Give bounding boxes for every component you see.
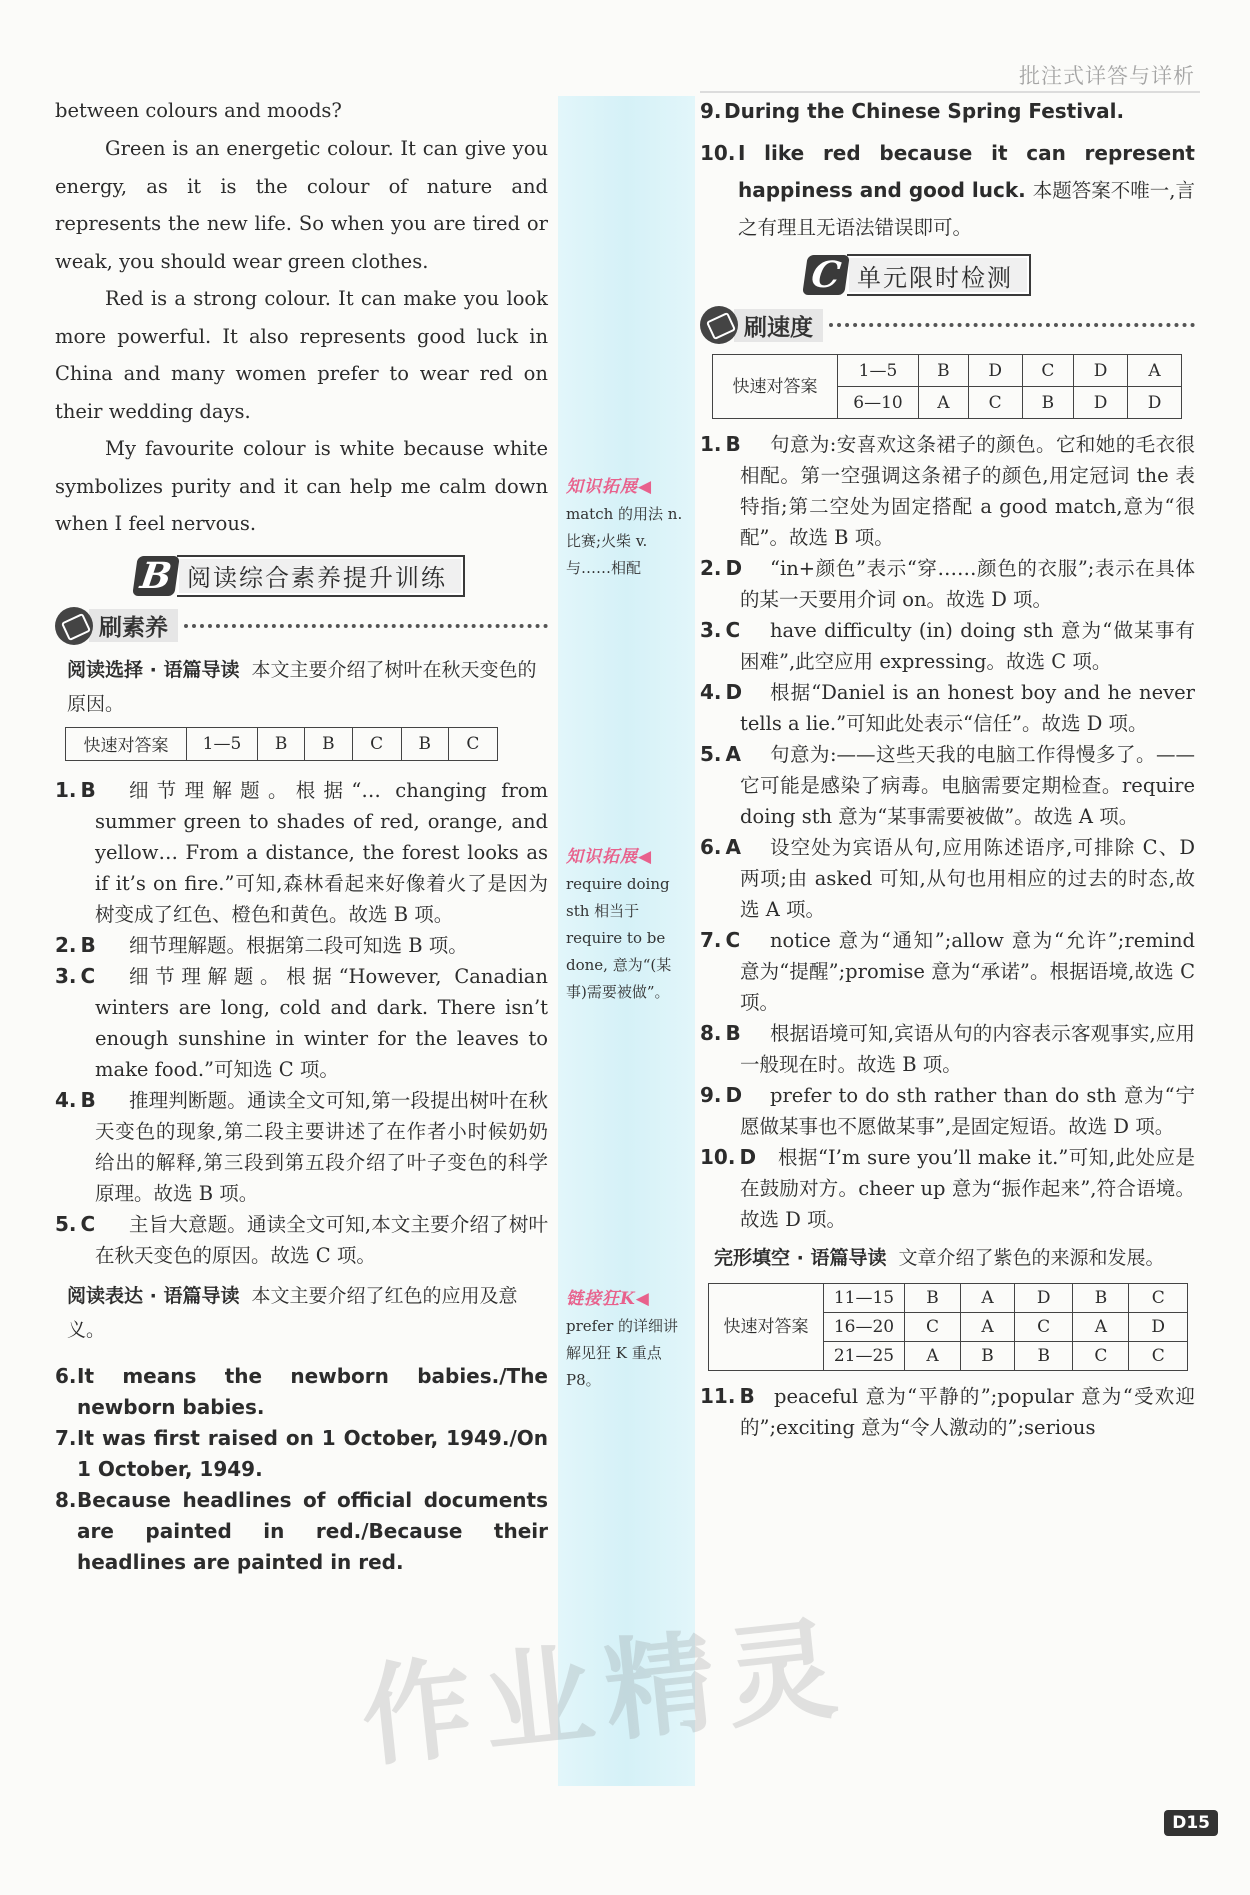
answer-number: 2. <box>700 556 722 580</box>
answer-item <box>700 739 1195 832</box>
side-note <box>566 1286 690 1394</box>
answer-text: notice 意为“通知”;allow 意为“允许”;remind 意为“提醒”;promise 意为“承诺”。根据语境,故选 C 项。 <box>740 929 1195 1014</box>
note-title: 链接狂K◀ <box>566 1289 650 1309</box>
answer-item <box>700 553 1195 615</box>
note-text: prefer 的详细讲解见狂 K 重点 P8。 <box>566 1317 679 1389</box>
answer-text: 句意为:——这些天我的电脑工作得慢多了。——它可能是感染了病毒。电脑需要定期检查。require doing sth 意为“某事需要被做”。故选 A 项。 <box>740 743 1195 828</box>
answer-letter: C <box>725 618 741 642</box>
table-cell: A <box>905 1342 961 1371</box>
table-cell: D <box>1014 1284 1073 1313</box>
section-b-banner <box>135 555 548 597</box>
answer-letter: D <box>725 556 743 580</box>
answer-item <box>700 1080 1195 1142</box>
answer-item <box>55 961 548 1085</box>
answer-text: prefer to do sth rather than do sth 意为“宁愿做某事也不愿做某事”,是固定短语。故选 D 项。 <box>740 1084 1195 1138</box>
answer-number: 1. <box>700 432 722 456</box>
answer-letter: D <box>725 1083 743 1107</box>
answer-number: 4. <box>700 680 722 704</box>
header-divider <box>700 91 1200 93</box>
answer-text: 根据“Daniel is an honest boy and he never tells a lie.”可知此处表示“信任”。故选 D 项。 <box>740 681 1195 735</box>
section-c-banner <box>805 254 1195 296</box>
answer-number: 2. <box>55 932 77 957</box>
answer-letter: C <box>80 1211 96 1236</box>
side-note <box>566 474 690 582</box>
note-text: match 的用法 n. 比赛;火柴 v. 与……相配 <box>566 505 683 577</box>
answer-item <box>700 1381 1195 1443</box>
brush-icon <box>55 607 93 645</box>
table-cell: C <box>1073 1342 1129 1371</box>
shua-label: 刷速度 <box>734 309 823 342</box>
answer-number: 11. <box>700 1384 736 1408</box>
watermark: 作业精灵 <box>355 1603 855 1783</box>
table-cell: C <box>1022 355 1074 387</box>
table-cell: B <box>905 1284 961 1313</box>
table-cell: B <box>1014 1342 1073 1371</box>
section-letter: B <box>132 556 180 596</box>
answer-letter: B <box>725 1021 741 1045</box>
table-cell: B <box>305 727 352 760</box>
answer-number: 3. <box>700 618 722 642</box>
answer-item <box>700 925 1195 1018</box>
answer-number: 5. <box>700 742 722 766</box>
reading-expr-heading <box>55 1279 548 1347</box>
answer-letter: B <box>725 432 741 456</box>
passage-paragraph: Red is a strong colour. It can make you look more powerful. It also represents good luck in China and many women prefer to wear red on their wedding days. <box>55 287 548 423</box>
answer-letter: B <box>80 777 96 802</box>
answer-text: “in+颜色”表示“穿……颜色的衣服”;表示在具体的某一天要用介词 on。故选 D 项。 <box>740 557 1195 611</box>
table-label: 快速对答案 <box>713 355 838 419</box>
table-range: 6—10 <box>838 387 919 419</box>
reading-guide: 本文主要介绍了红色的应用及意义。 <box>67 1284 518 1341</box>
answer-text: peaceful 意为“平静的”;popular 意为“受欢迎的”;exciting 意为“令人激动的”;serious <box>740 1385 1195 1439</box>
answer-text: 细节理解题。根据“… changing from summer green to shades of red, orange, and yellow… From a distance, the forest looks as if it’s on fire.”可知,森林看起来好像着火了是因为树变成了红色、橙色和黄色。故选 B 项。 <box>95 778 548 926</box>
answer-text: 细节理解题。根据“However, Canadian winters are long, cold and dark. There isn’t enough sunshine in winter for the leaves to make food.”可知选 C 项。 <box>95 964 548 1081</box>
answer-item <box>700 1018 1195 1080</box>
answer-item <box>700 1142 1195 1235</box>
answer-text: 设空处为宾语从句,应用陈述语序,可排除 C、D 两项;由 asked 可知,从句也用相应的过去的时态,故选 A 项。 <box>740 836 1195 921</box>
shua-header <box>700 306 1195 344</box>
table-cell: D <box>1128 387 1182 419</box>
answer-number: 7. <box>55 1425 77 1450</box>
answer-number: 4. <box>55 1087 77 1112</box>
quick-answer-table <box>65 727 498 761</box>
table-cell: B <box>1022 387 1074 419</box>
table-cell: A <box>961 1313 1015 1342</box>
note-title: 知识拓展◀ <box>566 847 653 867</box>
table-range: 16—20 <box>824 1313 905 1342</box>
answer-number: 7. <box>700 928 722 952</box>
answer-item <box>55 1085 548 1209</box>
answer-note: 本题答案不唯一,言之有理且无语法错误即可。 <box>738 179 1196 239</box>
table-cell: A <box>1128 355 1182 387</box>
answer-item <box>55 1361 548 1423</box>
answer-letter: A <box>725 835 741 859</box>
answer-item <box>700 96 1195 127</box>
table-label: 快速对答案 <box>66 727 187 760</box>
answer-number: 1. <box>55 777 77 802</box>
table-cell: B <box>919 355 969 387</box>
answer-text: Because headlines of official documents are painted in red./Because their headlines are painted in red. <box>77 1487 548 1574</box>
answer-letter: C <box>725 928 741 952</box>
answer-item <box>700 832 1195 925</box>
note-title: 知识拓展◀ <box>566 477 653 497</box>
table-cell: C <box>1129 1284 1188 1313</box>
expression-answers <box>55 1361 548 1578</box>
answer-item <box>55 1423 548 1485</box>
answer-letter: D <box>725 680 743 704</box>
answer-number: 6. <box>55 1363 77 1388</box>
reading-guide: 本文主要介绍了树叶在秋天变色的原因。 <box>67 658 537 715</box>
answer-item <box>55 930 548 961</box>
answer-letter: B <box>80 1087 96 1112</box>
table-row <box>713 355 1182 387</box>
dotted-rule <box>829 323 1195 327</box>
answer-item <box>55 1209 548 1271</box>
answer-letter: D <box>739 1145 757 1169</box>
answer-item <box>55 1485 548 1578</box>
table-label: 快速对答案 <box>709 1284 824 1371</box>
cloze-answer-table <box>708 1283 1188 1371</box>
reading-choice-heading <box>55 653 548 721</box>
answer-text: During the Chinese Spring Festival. <box>724 99 1125 123</box>
table-range: 21—25 <box>824 1342 905 1371</box>
cloze-heading <box>700 1241 1195 1275</box>
answer-item <box>700 429 1195 553</box>
page-header: 批注式详答与详析 <box>1019 64 1195 88</box>
table-cell: C <box>1129 1342 1188 1371</box>
shua-header <box>55 607 548 645</box>
table-row <box>66 727 498 760</box>
dotted-rule <box>184 624 548 628</box>
passage-paragraph: Green is an energetic colour. It can give you energy, as it is the colour of nature and represents the new life. So when you are tired or weak, you should wear green clothes. <box>55 137 548 273</box>
brush-icon <box>700 306 738 344</box>
answer-item <box>55 775 548 930</box>
answer-text: It means the newborn babies./The newborn babies. <box>77 1363 548 1419</box>
quick-answer-table <box>712 354 1182 419</box>
answer-text: I like red because it can represent happiness and good luck. <box>738 141 1195 202</box>
table-range: 1—5 <box>838 355 919 387</box>
table-cell: D <box>968 355 1022 387</box>
table-cell: B <box>961 1342 1015 1371</box>
reading-type: 阅读选择 · 语篇导读 <box>67 658 240 681</box>
answer-item <box>700 677 1195 739</box>
reading-type: 阅读表达 · 语篇导读 <box>67 1284 240 1307</box>
table-cell: C <box>905 1313 961 1342</box>
table-range: 1—5 <box>187 727 258 760</box>
table-cell: B <box>258 727 305 760</box>
answer-text: 根据“I’m sure you’ll make it.”可知,此处应是在鼓励对方。cheer up 意为“振作起来”,符合语境。故选 D 项。 <box>740 1146 1195 1231</box>
table-range: 11—15 <box>824 1284 905 1313</box>
answer-number: 10. <box>700 1145 736 1169</box>
answer-number: 8. <box>55 1487 77 1512</box>
passage-paragraph: between colours and moods? <box>55 99 342 122</box>
table-row <box>709 1284 1188 1313</box>
answer-item <box>700 615 1195 677</box>
answer-number: 5. <box>55 1211 77 1236</box>
section-title: 单元限时检测 <box>847 254 1031 296</box>
table-cell: C <box>968 387 1022 419</box>
answer-number: 9. <box>700 1083 722 1107</box>
section-title: 阅读综合素养提升训练 <box>177 555 465 597</box>
side-notes-column <box>558 96 695 1786</box>
table-cell: D <box>1074 387 1128 419</box>
answer-number: 6. <box>700 835 722 859</box>
answer-letter: A <box>725 742 741 766</box>
table-cell: C <box>1014 1313 1073 1342</box>
table-cell: D <box>1074 355 1128 387</box>
passage-paragraph: My favourite colour is white because white symbolizes purity and it can help me calm down when I feel nervous. <box>55 437 548 535</box>
table-cell: C <box>448 727 497 760</box>
section-letter: C <box>802 255 850 295</box>
answer-number: 9. <box>700 99 722 123</box>
left-column <box>55 96 548 1578</box>
table-cell: A <box>919 387 969 419</box>
answer-text: 根据语境可知,宾语从句的内容表示客观事实,应用一般现在时。故选 B 项。 <box>740 1022 1195 1076</box>
table-cell: C <box>352 727 401 760</box>
side-note <box>566 844 690 1006</box>
table-cell: A <box>1073 1313 1129 1342</box>
right-column <box>700 96 1195 1443</box>
answer-number: 10. <box>700 141 736 165</box>
table-cell: B <box>401 727 448 760</box>
answer-number: 8. <box>700 1021 722 1045</box>
answer-text: 主旨大意题。通读全文可知,本文主要介绍了树叶在秋天变色的原因。故选 C 项。 <box>95 1212 548 1267</box>
answer-text: 细节理解题。根据第二段可知选 B 项。 <box>129 933 468 957</box>
answer-text: It was first raised on 1 October, 1949./On 1 October, 1949. <box>77 1425 548 1481</box>
table-cell: A <box>961 1284 1015 1313</box>
table-cell: D <box>1129 1313 1188 1342</box>
note-text: require doing sth 相当于 require to be done, 意为“(某事)需要被做”。 <box>566 875 672 1001</box>
answer-text: 推理判断题。通读全文可知,第一段提出树叶在秋天变色的现象,第二段主要讲述了在作者小时候奶奶给出的解释,第三段到第五段介绍了叶子变色的科学原理。故选 B 项。 <box>95 1088 548 1205</box>
answer-number: 3. <box>55 963 77 988</box>
answer-text: 句意为:安喜欢这条裙子的颜色。它和她的毛衣很相配。第一空强调这条裙子的颜色,用定冠词 the 表特指;第二空处为固定搭配 a good match,意为“很配”。故选 B 项。 <box>740 433 1195 549</box>
answer-item <box>700 135 1195 246</box>
page-number: D15 <box>1164 1810 1218 1836</box>
answer-letter: C <box>80 963 96 988</box>
answer-text: have difficulty (in) doing sth 意为“做某事有困难”,此空应用 expressing。故选 C 项。 <box>740 619 1195 673</box>
answer-letter: B <box>739 1384 755 1408</box>
shua-label: 刷素养 <box>89 609 178 642</box>
reading-type: 完形填空 · 语篇导读 <box>714 1247 887 1269</box>
answer-letter: B <box>80 932 96 957</box>
reading-guide: 文章介绍了紫色的来源和发展。 <box>898 1247 1165 1269</box>
table-cell: B <box>1073 1284 1129 1313</box>
